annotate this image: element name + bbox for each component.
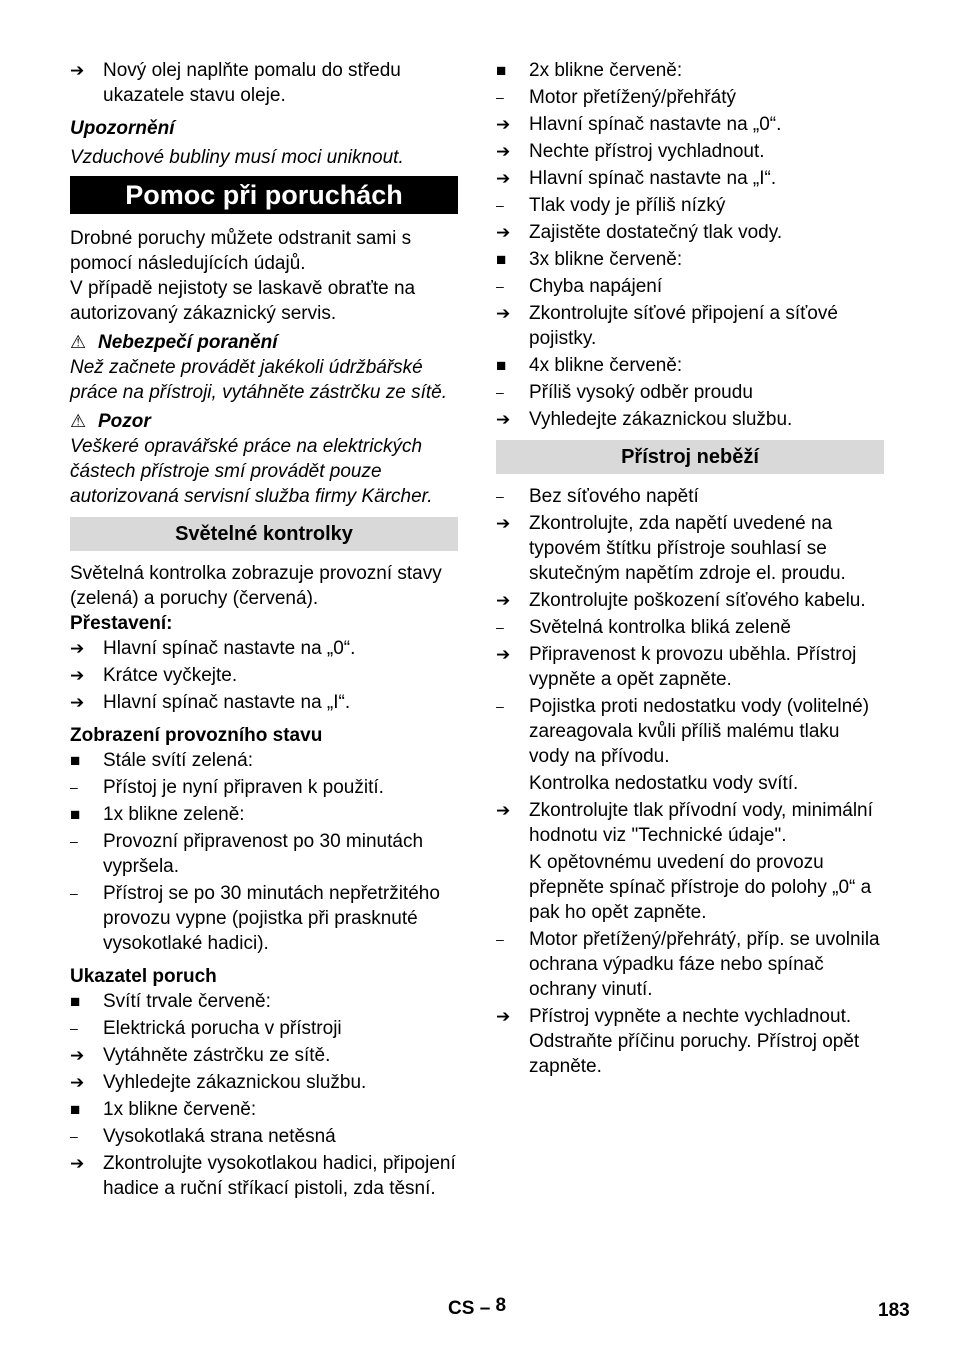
list-item (70, 802, 458, 827)
square-bullet-icon: ■ (496, 61, 507, 80)
caution-text: Veškeré opravářské práce na elektrických částech přístroje smí provádět pouze autorizovaná servisní služba firmy Kärcher. (70, 436, 433, 507)
arrow-icon: ➔ (496, 169, 511, 188)
arrow-icon: ➔ (70, 666, 85, 685)
list-item-text: Přístoj je nyní připraven k použití. (103, 777, 384, 798)
subsection-heading: Přístroj neběží (496, 440, 884, 474)
status-list (70, 748, 458, 956)
list-item-text: Chyba napájení (529, 276, 663, 297)
no-bullet (496, 850, 529, 925)
list-item-text: Zkontrolujte tlak přívodní vody, minimální hodnotu viz "Technické údaje". (529, 800, 873, 846)
list-item (496, 353, 884, 378)
list-item-text: 1x blikne zeleně: (103, 804, 245, 825)
list-item-text: Stále svítí zelená: (103, 750, 253, 771)
list-item-text: Hlavní spínač nastavte na „I“. (529, 168, 777, 189)
list-item-text: Svítí trvale červeně: (103, 991, 271, 1012)
arrow-icon: ➔ (70, 61, 85, 80)
arrow-icon: ➔ (70, 1046, 85, 1065)
list-item (70, 1151, 458, 1201)
arrow-icon: ➔ (496, 801, 511, 820)
list-item (70, 829, 458, 879)
list-item (496, 798, 884, 848)
list-item-text: K opětovnému uvedení do provozu přepněte spínač přístroje do polohy „0“ a pak ho opět zapněte. (529, 852, 872, 923)
list-item-text: 1x blikne červeně: (103, 1099, 257, 1120)
dash-bullet-icon: – (496, 619, 504, 635)
dash-bullet-icon: – (70, 1128, 78, 1144)
reset-list (70, 636, 458, 715)
list-item-text: Zkontrolujte, zda napětí uvedené na typovém štítku přístroje souhlasí se skutečným napětím zdroje el. proudu. (529, 513, 846, 584)
left-column (70, 58, 458, 1203)
dash-bullet-icon: – (496, 278, 504, 294)
list-item-text: Hlavní spínač nastavte na „0“. (103, 638, 356, 659)
list-item-text: Pojistka proti nedostatku vody (volitelné) zareagovala kvůli příliš malému tlaku vody na přívodu. (529, 696, 870, 767)
section-paragraph: Drobné poruchy můžete odstranit sami s pomocí následujících údajů. (70, 228, 412, 274)
list-item (496, 615, 884, 640)
arrow-icon: ➔ (496, 1007, 511, 1026)
list-item (496, 1004, 884, 1079)
caution-heading (70, 409, 458, 434)
list-item (496, 927, 884, 1002)
dash-bullet-icon: – (496, 931, 504, 947)
list-item (496, 247, 884, 272)
list-item-text: Vytáhněte zástrčku ze sítě. (103, 1045, 331, 1066)
list-item (70, 881, 458, 956)
list-item-text: Zkontrolujte poškození síťového kabelu. (529, 590, 866, 611)
arrow-icon: ➔ (496, 304, 511, 323)
arrow-icon: ➔ (70, 639, 85, 658)
dash-bullet-icon: – (496, 197, 504, 213)
arrow-icon: ➔ (496, 223, 511, 242)
list-item-text: Zkontrolujte vysokotlakou hadici, připojení hadice a ruční stříkací pistoli, zda těsní. (103, 1153, 456, 1199)
notice-text: Vzduchové bubliny musí moci uniknout. (70, 147, 404, 168)
list-item (496, 380, 884, 405)
list-item (496, 274, 884, 299)
list-item (496, 220, 884, 245)
list-item-text: Příliš vysoký odběr proudu (529, 382, 753, 403)
dash-bullet-icon: – (70, 779, 78, 795)
footer-section-label (448, 1296, 506, 1321)
list-item-text: Vyhledejte zákaznickou službu. (103, 1072, 367, 1093)
list-item (496, 407, 884, 432)
square-bullet-icon: ■ (496, 356, 507, 375)
dash-bullet-icon: – (70, 1020, 78, 1036)
list-item-text: Elektrická porucha v přístroji (103, 1018, 342, 1039)
list-item-text: Krátce vyčkejte. (103, 665, 238, 686)
list-item (496, 588, 884, 613)
list-item-text: Přístroj se po 30 minutách nepřetržitého provozu vypne (pojistka při prasknuté vysokotlaké hadici). (103, 883, 440, 954)
list-item (496, 112, 884, 137)
not-running-list (496, 484, 884, 1079)
list-item-text: Vyhledejte zákaznickou službu. (529, 409, 793, 430)
list-item-text: Kontrolka nedostatku vody svítí. (529, 773, 799, 794)
list-item-text: 2x blikne červeně: (529, 60, 683, 81)
list-item (496, 850, 884, 925)
fault-title: Ukazatel poruch (70, 966, 217, 987)
list-item-text: Nechte přístroj vychladnout. (529, 141, 765, 162)
list-item-text: Provozní připravenost po 30 minutách vypršela. (103, 831, 424, 877)
dash-bullet-icon: – (496, 384, 504, 400)
list-item-text: Tlak vody je příliš nízký (529, 195, 726, 216)
list-item (496, 694, 884, 769)
arrow-icon: ➔ (496, 645, 511, 664)
indicator-text: Světelná kontrolka zobrazuje provozní stavy (zelená) a poruchy (červená). (70, 563, 442, 609)
dash-bullet-icon: – (70, 885, 78, 901)
list-item-text: Nový olej naplňte pomalu do středu ukazatele stavu oleje. (103, 60, 401, 106)
list-item (496, 139, 884, 164)
square-bullet-icon: ■ (70, 1100, 81, 1119)
square-bullet-icon: ■ (70, 805, 81, 824)
dash-bullet-icon: – (496, 89, 504, 105)
warning-triangle-icon: ⚠ (70, 411, 87, 431)
list-item (70, 1097, 458, 1122)
list-item (70, 775, 458, 800)
list-item (496, 511, 884, 586)
danger-text: Než začnete provádět jakékoli údržbářské práce na přístroji, vytáhněte zástrčku ze sítě. (70, 357, 448, 403)
list-item (70, 663, 458, 688)
dash-bullet-icon: – (70, 833, 78, 849)
danger-heading (70, 330, 458, 355)
section-heading: Pomoc při poruchách (70, 176, 458, 214)
fault-list-continued (496, 58, 884, 432)
reset-title: Přestavení: (70, 613, 173, 634)
caution-title: Pozor (98, 411, 151, 432)
list-item (70, 1070, 458, 1095)
arrow-icon: ➔ (496, 591, 511, 610)
list-item-text: Hlavní spínač nastavte na „I“. (103, 692, 351, 713)
page-number: 183 (878, 1300, 910, 1321)
list-item-text: Světelná kontrolka bliká zeleně (529, 617, 791, 638)
list-item (70, 636, 458, 661)
list-item-text: 4x blikne červeně: (529, 355, 683, 376)
list-item-text: Zajistěte dostatečný tlak vody. (529, 222, 783, 243)
list-item (496, 642, 884, 692)
square-bullet-icon: ■ (496, 250, 507, 269)
list-item-text: 3x blikne červeně: (529, 249, 683, 270)
status-title: Zobrazení provozního stavu (70, 725, 323, 746)
arrow-icon: ➔ (496, 142, 511, 161)
list-item-text: Přístroj vypněte a nechte vychladnout. Odstraňte příčinu poruchy. Přístroj opět zapněte. (529, 1006, 860, 1077)
list-item (70, 1043, 458, 1068)
list-item (70, 690, 458, 715)
danger-title: Nebezpečí poranění (98, 332, 278, 353)
section-paragraph: V případě nejistoty se laskavě obraťte na autorizovaný zákaznický servis. (70, 278, 416, 324)
list-item (70, 748, 458, 773)
fault-list (70, 989, 458, 1201)
list-item (70, 1016, 458, 1041)
list-item (496, 85, 884, 110)
arrow-icon: ➔ (496, 514, 511, 533)
arrow-icon: ➔ (70, 693, 85, 712)
list-item-text: Zkontrolujte síťové připojení a síťové pojistky. (529, 303, 838, 349)
subsection-heading: Světelné kontrolky (70, 517, 458, 551)
footer-lang: CS (448, 1298, 475, 1319)
arrow-icon: ➔ (70, 1154, 85, 1173)
square-bullet-icon: ■ (70, 751, 81, 770)
list-item (496, 301, 884, 351)
list-item-text: Připravenost k provozu uběhla. Přístroj vypněte a opět zapněte. (529, 644, 857, 690)
warning-triangle-icon: ⚠ (70, 332, 87, 352)
right-column (496, 58, 884, 1081)
list-item (496, 166, 884, 191)
arrow-icon: ➔ (496, 410, 511, 429)
list-item (70, 989, 458, 1014)
list-item (496, 484, 884, 509)
list-item (496, 771, 884, 796)
list-item (496, 193, 884, 218)
list-item-text: Vysokotlaká strana netěsná (103, 1126, 336, 1147)
list-item (70, 1124, 458, 1149)
list-item (70, 58, 458, 108)
list-item-text: Hlavní spínač nastavte na „0“. (529, 114, 782, 135)
notice-title: Upozornění (70, 118, 175, 139)
square-bullet-icon: ■ (70, 992, 81, 1011)
arrow-icon: ➔ (496, 115, 511, 134)
no-bullet (496, 771, 529, 796)
footer-section-page: 8 (495, 1295, 507, 1316)
footer-separator: – (479, 1298, 491, 1319)
list-item-text: Motor přetížený/přehřátý (529, 87, 736, 108)
dash-bullet-icon: – (496, 698, 504, 714)
list-item-text: Motor přetížený/přehrátý, příp. se uvolnila ochrana výpadku fáze nebo spínač ochrany vinutí. (529, 929, 880, 1000)
arrow-icon: ➔ (70, 1073, 85, 1092)
list-item (496, 58, 884, 83)
list-item-text: Bez síťového napětí (529, 486, 699, 507)
dash-bullet-icon: – (496, 488, 504, 504)
